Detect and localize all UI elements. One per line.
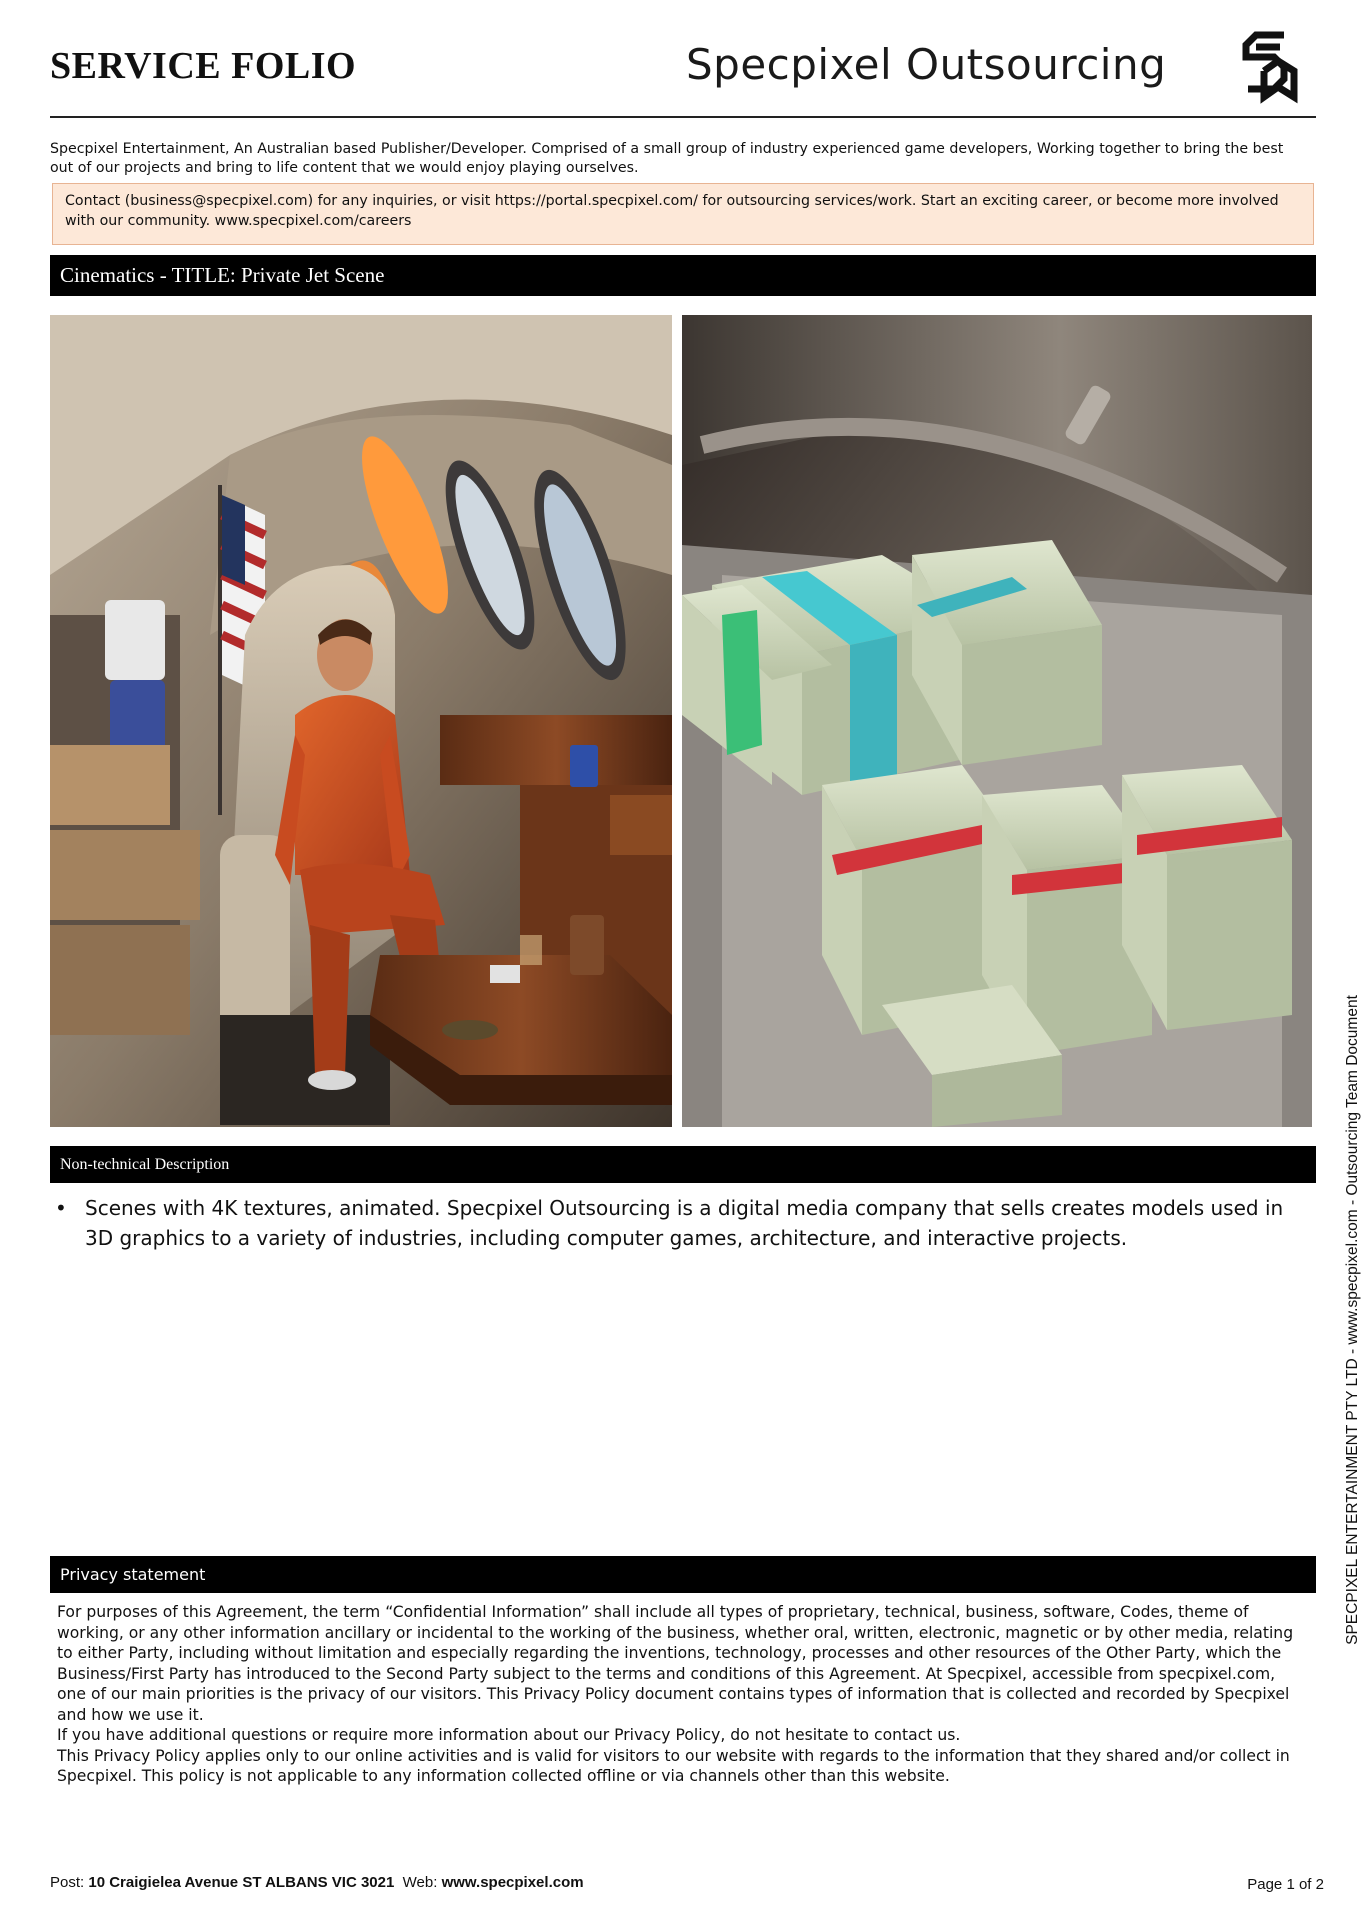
- page-number: [1247, 1876, 1324, 1893]
- non-technical-heading: [50, 1146, 1316, 1183]
- company-intro: Specpixel Entertainment, An Australian based Publisher/Developer. Comprised of a small group of industry experienced game developers, Working together to bring the best out of our projects and bring to life content that we would enjoy playing ourselves.: [50, 141, 1284, 176]
- description-text: Scenes with 4K textures, animated. Specpixel Outsourcing is a digital media company that sells creates models used in 3D graphics to a variety of industries, including computer games, architecture, and interactive projects.: [85, 1196, 1284, 1250]
- web-link[interactable]: www.specpixel.com: [441, 1874, 584, 1891]
- privacy-heading-text: Privacy statement: [60, 1565, 206, 1584]
- cinematics-heading: [50, 255, 1316, 296]
- privacy-paragraph: For purposes of this Agreement, the term “Confidential Information” shall include all types of proprietary, technical, business, software, Codes, theme of working, or any other information ancillary or incidental to the working of the business, whether oral, written, electronic, magnetic or by other media, relating to either Party, including without limitation and especially regarding the inventions, technology, processes and other resources of the Other Party, which the Business/First Party has introduced to the Second Party subject to the terms and conditions of this Agreement. At Specpixel, accessible from specpixel.com, one of our main priorities is the privacy of our visitors. This Privacy Policy document contains types of information that is collected and recorded by Specpixel and how we use it.: [57, 1603, 1294, 1724]
- post-label: Post:: [50, 1874, 85, 1891]
- page-total: 2: [1315, 1876, 1324, 1893]
- specpixel-logo-icon: [1234, 27, 1306, 99]
- privacy-paragraph: If you have additional questions or require more information about our Privacy Policy, do not hesitate to contact us.: [57, 1726, 961, 1744]
- contact-box: [52, 183, 1314, 245]
- list-item: [55, 1193, 1285, 1253]
- page-label: Page: [1247, 1876, 1283, 1893]
- header-divider: [50, 116, 1316, 118]
- page-title: SERVICE FOLIO: [50, 45, 357, 87]
- privacy-heading: [50, 1556, 1316, 1593]
- web-label: Web:: [402, 1874, 438, 1891]
- post-value: 10 Craigielea Avenue ST ALBANS VIC 3021: [88, 1874, 395, 1891]
- bullet-icon: •: [55, 1196, 67, 1220]
- contact-text: Contact (business@specpixel.com) for any inquiries, or visit https://portal.specpixel.com/ for outsourcing services/work. Start an exciting career, or become more involved with our community. www.specpixel.com/careers: [65, 193, 1279, 229]
- side-document-label: SPECPIXEL ENTERTAINMENT PTY LTD - www.specpixel.com - Outsourcing Team Document: [1344, 995, 1361, 1645]
- description-list: [55, 1193, 1285, 1253]
- privacy-statement: [57, 1602, 1297, 1787]
- footer-address: [50, 1874, 584, 1891]
- cinematics-heading-text: Cinematics - TITLE: Private Jet Scene: [60, 263, 385, 287]
- privacy-paragraph: This Privacy Policy applies only to our online activities and is valid for visitors to our website with regards to the information that they shared and/or collect in Specpixel. This policy is not applicable to any information collected offline or via channels other than this website.: [57, 1746, 1290, 1785]
- non-technical-heading-text: Non-technical Description: [60, 1155, 230, 1173]
- private-jet-interior-render: [50, 315, 672, 1127]
- page-of: of: [1298, 1876, 1312, 1893]
- money-briefcase-render: [682, 315, 1312, 1127]
- page-current: 1: [1286, 1876, 1295, 1893]
- brand-name: Specpixel Outsourcing: [686, 40, 1167, 89]
